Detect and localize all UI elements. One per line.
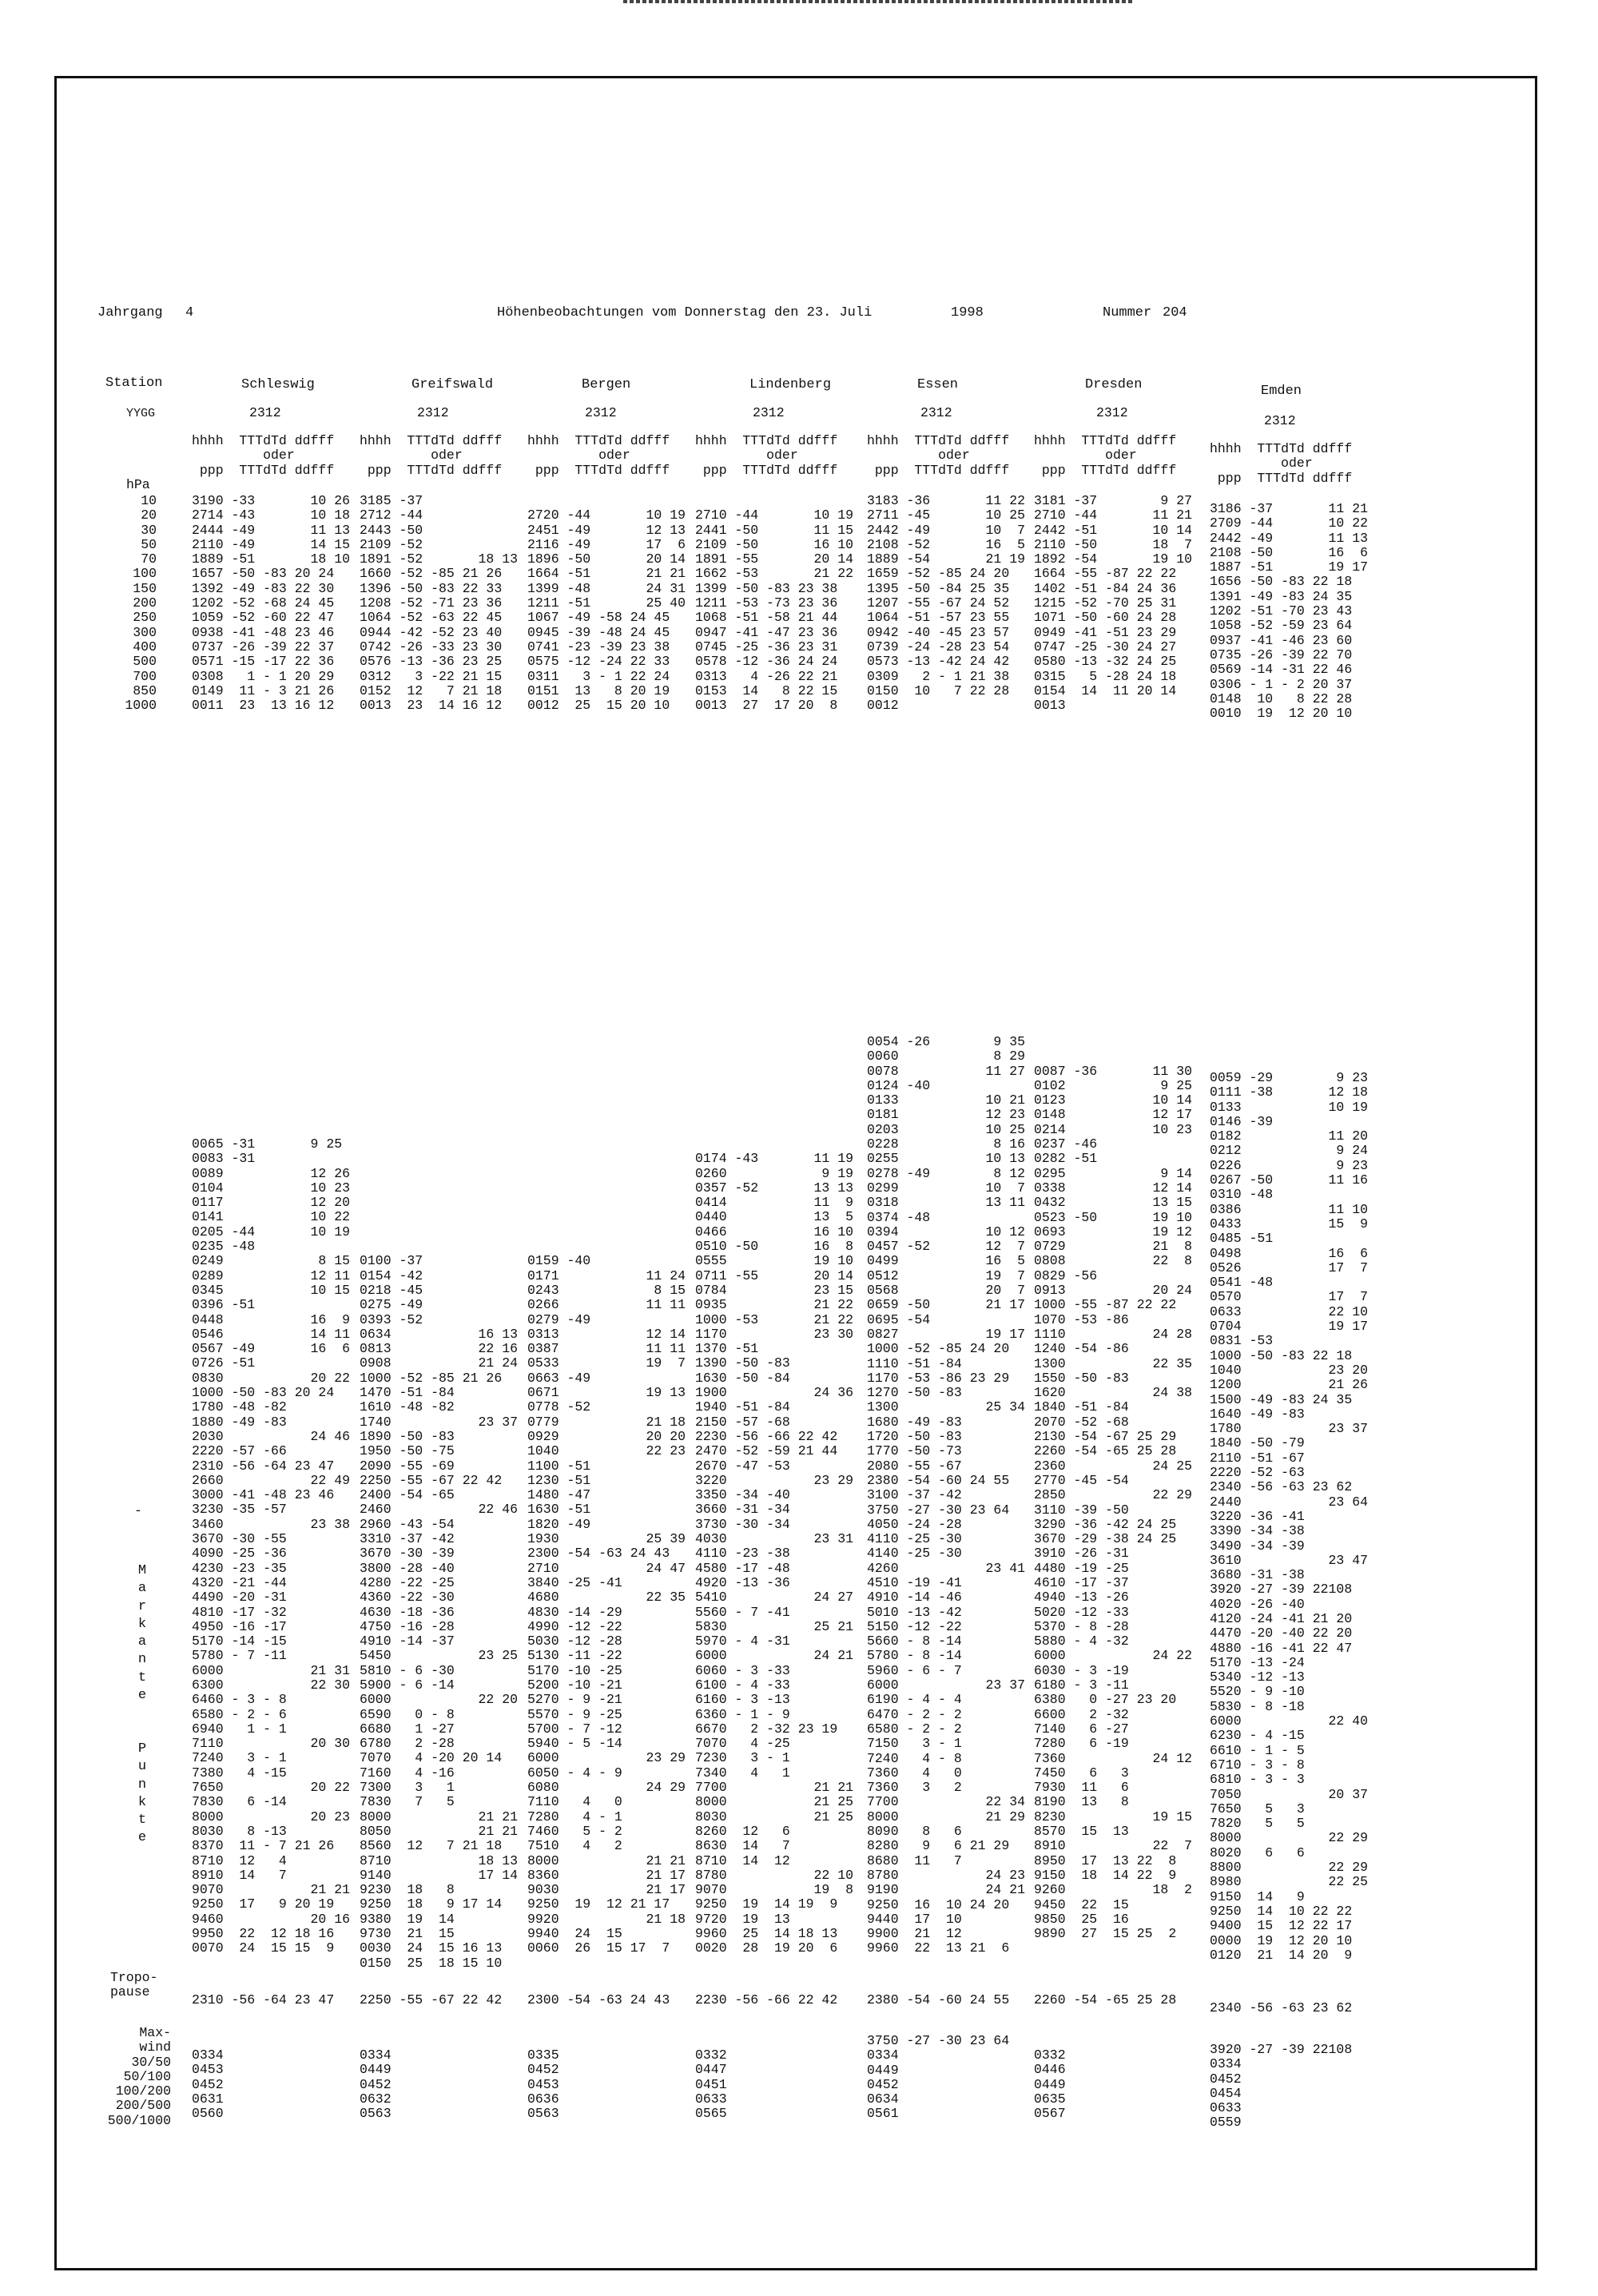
tropopause-values: 2250 -55 -67 22 42 [360,1992,503,2008]
maxwind-values: 3750 -27 -30 23 64 0334 0449 0452 0634 0561 [867,2033,1010,2122]
maxwind-values: 3920 -27 -39 22108 0334 0452 0454 0633 0559 [1210,2042,1353,2131]
significant-levels: 0065 -31 9 25 0083 -31 0089 12 26 0104 10 23 0117 12 20 0141 10 22 0205 -44 10 19 0235 -48 0249 8 15 0289 12 11 0345 10 15 0396 -51 0448 16 9 0546 14 11 0567 -49 16 6 0726 -51 0830 20 22 1000 -50 -83 20 24 1780 -48 -82 1880 -49 -83 2030 24 46 2220 -57 -66 2310 -56 -64 23 47 2660 22 49 3000 -41 -48 23 46 3230 -35 -57 3460 23 38 3670 -30 -55 4090 -25 -36 4230 -23 -35 4320 -21 -44 4490 -20 -31 4810 -17 -32 4950 -16 -17 5170 -14 -15 5780 - 7 -11 6000 21 31 6300 22 30 6460 - 3 - 8 6580 - 2 - 6 6940 1 - 1 7110 20 30 7240 3 - 1 7380 4 -15 7650 20 22 7830 6 -14 8000 20 23 8030 8 -13 8370 11 - 7 21 26 8710 12 4 8910 14 7 9070 21 21 9250 17 9 20 19 9460 20 16 9950 22 12 18 16 0070 24 15 15 9 [192,1136,351,1956]
column-header: hhhh TTTdTd ddfff oder ppp TTTdTd ddfff [360,433,503,478]
standard-levels: 3183 -36 11 22 2711 -45 10 25 2442 -49 10 7 2108 -52 16 5 1889 -54 21 19 1659 -52 -85 24 20 1395 -50 -84 25 35 1207 -55 -67 24 52 1064 -51 -57 23 55 0942 -40 -45 23 57 0739 -24 -28 23 54 0573 -13 -42 24 42 0309 2 - 1 21 38 0150 10 7 22 28 0012 [867,493,1026,714]
markante-punkte-label: M a r k a n t e P u n k t e [137,1563,147,1846]
station-name: Greifswald [411,377,494,392]
standard-levels: 3186 -37 11 21 2709 -44 10 22 2442 -49 11 13 2108 -50 16 6 1887 -51 19 17 1656 -50 -83 22 18 1391 -49 -83 24 35 1202 -51 -70 23 43 1058 -52 -59 23 64 0937 -41 -46 23 60 0735 -26 -39 22 70 0569 -14 -31 22 46 0306 - 1 - 2 20 37 0148 10 8 22 28 0010 19 12 20 10 [1210,501,1369,722]
maxwind-label: Max- wind 30/50 50/100 100/200 200/500 500/1000 [107,2025,171,2128]
station-yygg: 2312 [585,405,617,420]
maxwind-values: 0334 0449 0452 0632 0563 [360,2047,392,2122]
hpa-label: hPa [126,477,150,492]
station-name: Essen [917,377,959,392]
significant-levels: 0054 -26 9 35 0060 8 29 0078 11 27 0124 -40 0133 10 21 0181 12 23 0203 10 25 0228 8 16 0255 10 13 0278 -49 8 12 0299 10 7 0318 13 11 0374 -48 0394 10 12 0457 -52 12 7 0499 16 5 0512 19 7 0568 20 7 0659 -50 21 17 0695 -54 0827 19 17 1000 -52 -85 24 20 1110 -51 -84 1170 -53 -86 23 29 1270 -50 -83 1300 25 34 1680 -49 -83 1720 -50 -83 1770 -50 -73 2080 -55 -67 2380 -54 -60 24 55 3100 -37 -42 3750 -27 -30 23 64 4050 -24 -28 4110 -25 -30 4140 -25 -30 4260 23 41 4510 -19 -41 4910 -14 -46 5010 -13 -42 5150 -12 -22 5660 - 8 -14 5780 - 8 -14 5960 - 6 - 7 6000 23 37 6190 - 4 - 4 6470 - 2 - 2 6580 - 2 - 2 7150 3 - 1 7240 4 - 8 7360 4 0 7360 3 2 7700 22 34 8000 21 29 8090 8 6 8280 9 6 21 29 8680 11 7 8780 24 23 9190 24 21 9250 16 10 24 20 9440 17 10 9900 21 12 9960 22 13 21 6 [867,1034,1026,1956]
significant-levels: 0174 -43 11 19 0260 9 19 0357 -52 13 13 0414 11 9 0440 13 5 0466 16 10 0510 -50 16 8 0555 19 10 0711 -55 20 14 0784 23 15 0935 21 22 1000 -53 21 22 1170 23 30 1370 -51 1390 -50 -83 1630 -50 -84 1900 24 36 1940 -51 -84 2150 -57 -68 2230 -56 -66 22 42 2470 -52 -59 21 44 2670 -47 -53 3220 23 29 3350 -34 -40 3660 -31 -34 3730 -30 -34 4030 23 31 4110 -23 -38 4580 -17 -48 4920 -13 -36 5410 24 27 5560 - 7 -41 5830 25 21 5970 - 4 -31 6000 24 21 6060 - 3 -33 6100 - 4 -33 6160 - 3 -13 6360 - 1 - 9 6670 2 -32 23 19 7070 4 -25 7230 3 - 1 7340 4 1 7700 21 21 8000 21 25 8030 21 25 8260 12 6 8630 14 7 8710 14 12 8780 22 10 9070 19 8 9250 19 14 19 9 9720 19 13 9960 25 14 18 13 0020 28 19 20 6 [695,1151,854,1956]
standard-levels: 3185 -37 2712 -44 2443 -50 2109 -52 1891 -52 18 13 1660 -52 -85 21 26 1396 -50 -83 22 33 1208 -52 -71 23 36 1064 -52 -63 22 45 0944 -42 -52 23 40 0742 -26 -33 23 30 0576 -13 -36 23 25 0312 3 -22 21 15 0152 12 7 21 18 0013 23 14 16 12 [360,493,519,714]
tropopause-values: 2260 -54 -65 25 28 [1034,1992,1177,2008]
tropopause-values: 2310 -56 -64 23 47 [192,1992,335,2008]
station-yygg: 2312 [1264,413,1296,428]
tropopause-values: 2380 -54 -60 24 55 [867,1992,1010,2008]
pressure-levels: 10 20 30 50 70 100 150 200 250 300 400 500 700 850 1000 [125,493,157,714]
station-yygg: 2312 [1096,405,1128,420]
standard-levels: 3181 -37 9 27 2710 -44 11 21 2442 -51 10 14 2110 -50 18 7 1892 -54 19 10 1664 -55 -87 22 22 1402 -51 -84 24 36 1215 -52 -70 25 31 1071 -50 -60 24 28 0949 -41 -51 23 29 0747 -25 -30 24 27 0580 -13 -32 24 25 0315 5 -28 24 18 0154 14 11 20 14 0013 [1034,493,1193,714]
scan-edge-mark [623,0,1135,3]
column-header: hhhh TTTdTd ddfff oder ppp TTTdTd ddfff [1034,433,1177,478]
column-header: hhhh TTTdTd ddfff oder ppp TTTdTd ddfff [527,433,670,478]
column-header: hhhh TTTdTd ddfff oder ppp TTTdTd ddfff [695,433,838,478]
jahrgang-value: 4 [185,305,194,320]
dash-mark: - [134,1503,142,1518]
tropopause-values: 2340 -56 -63 23 62 [1210,2000,1353,2015]
station-name: Schleswig [241,377,315,392]
maxwind-values: 0332 0447 0451 0633 0565 [695,2047,727,2122]
standard-levels: 3190 -33 10 26 2714 -43 10 18 2444 -49 11 13 2110 -49 14 15 1889 -51 18 10 1657 -50 -83 20 24 1392 -49 -83 22 30 1202 -52 -68 24 45 1059 -52 -60 22 47 0938 -41 -48 23 46 0737 -26 -39 22 37 0571 -15 -17 22 36 0308 1 - 1 20 29 0149 11 - 3 21 26 0011 23 13 16 12 [192,493,351,714]
station-name: Emden [1261,384,1302,399]
year: 1998 [951,305,984,320]
tropopause-values: 2300 -54 -63 24 43 [527,1992,670,2008]
station-yygg: 2312 [249,405,281,420]
tropopause-label: Tropo- pause [110,1970,158,2000]
station-yygg: 2312 [417,405,449,420]
significant-levels: 0100 -37 0154 -42 0218 -45 0275 -49 0393 -52 0634 16 13 0813 22 16 0908 21 24 1000 -52 -85 21 26 1470 -51 -84 1610 -48 -82 1740 23 37 1890 -50 -83 1950 -50 -75 2090 -55 -69 2250 -55 -67 22 42 2400 -54 -65 2460 22 46 2960 -43 -54 3310 -37 -42 3670 -30 -39 3800 -28 -40 4280 -22 -25 4360 -22 -30 4630 -18 -36 4750 -16 -28 4910 -14 -37 5450 23 25 5810 - 6 -30 5900 - 6 -14 6000 22 20 6590 0 - 8 6680 1 -27 6780 2 -28 7070 4 -20 20 14 7160 4 -16 7300 3 1 7830 7 5 8000 21 21 8050 21 21 8560 12 7 21 18 8710 18 13 9140 17 14 9230 18 8 9250 18 9 17 14 9380 19 14 9730 21 15 0030 24 15 16 13 0150 25 18 15 10 [360,1253,519,1971]
yygg-label: YYGG [126,407,156,420]
station-yygg: 2312 [920,405,952,420]
station-label: Station [105,376,163,391]
nummer-label: Nummer [1103,305,1152,320]
standard-levels: 2710 -44 10 19 2441 -50 11 15 2109 -50 16 10 1891 -55 20 14 1662 -53 21 22 1399 -50 -83 23 38 1211 -53 -73 23 36 1068 -51 -58 21 44 0947 -41 -47 23 36 0745 -25 -36 23 31 0578 -12 -36 24 24 0313 4 -26 22 21 0153 14 8 22 15 0013 27 17 20 8 [695,507,854,714]
station-name: Bergen [582,377,631,392]
maxwind-values: 0332 0446 0449 0635 0567 [1034,2047,1066,2122]
significant-levels: 0087 -36 11 30 0102 9 25 0123 10 14 0148 12 17 0214 10 23 0237 -46 0282 -51 0295 9 14 0338 12 14 0432 13 15 0523 -50 19 10 0693 19 12 0729 21 8 0808 22 8 0829 -56 0913 20 24 1000 -55 -87 22 22 1070 -53 -86 1110 24 28 1240 -54 -86 1300 22 35 1550 -50 -83 1620 24 38 1840 -51 -84 2070 -52 -68 2130 -54 -67 25 29 2260 -54 -65 25 28 2360 24 25 2770 -45 -54 2850 22 29 3110 -39 -50 3290 -36 -42 24 25 3670 -29 -38 24 25 3910 -26 -31 4480 -19 -25 4610 -17 -37 4940 -13 -26 5020 -12 -33 5370 - 8 -28 5880 - 4 -32 6000 24 22 6030 - 3 -19 6180 - 3 -11 6380 0 -27 23 20 6600 2 -32 7140 6 -27 7280 6 -19 7360 24 12 7450 6 3 7930 11 6 8190 13 8 8230 19 15 8570 15 13 8910 22 7 8950 17 13 22 8 9150 18 14 22 9 9260 18 2 9450 22 15 9850 25 16 9890 27 15 25 2 [1034,1063,1193,1942]
station-name: Lindenberg [749,377,832,392]
column-header: hhhh TTTdTd ddfff oder ppp TTTdTd ddfff [192,433,335,478]
significant-levels: 0059 -29 9 23 0111 -38 12 18 0133 10 19 0146 -39 0182 11 20 0212 9 24 0226 9 23 0267 -50 11 16 0310 -48 0386 11 10 0433 15 9 0485 -51 0498 16 6 0526 17 7 0541 -48 0570 17 7 0633 22 10 0704 19 17 0831 -53 1000 -50 -83 22 18 1040 23 20 1200 21 26 1500 -49 -83 24 35 1640 -49 -83 1780 23 37 1840 -50 -79 2110 -51 -67 2220 -52 -63 2340 -56 -63 23 62 2440 23 64 3220 -36 -41 3390 -34 -38 3490 -34 -39 3610 23 47 3680 -31 -38 3920 -27 -39 22108 4020 -26 -40 4120 -24 -41 21 20 4470 -20 -40 22 20 4880 -16 -41 22 47 5170 -13 -24 5340 -12 -13 5520 - 9 -10 5830 - 8 -18 6000 22 40 6230 - 4 -15 6610 - 1 - 5 6710 - 3 - 8 6810 - 3 - 3 7050 20 37 7650 5 3 7820 5 5 8000 22 29 8020 6 6 8800 22 29 8980 22 25 9150 14 9 9250 14 10 22 22 9400 15 12 22 17 0000 19 12 20 10 0120 21 14 20 9 [1210,1070,1369,1963]
maxwind-values: 0335 0452 0453 0636 0563 [527,2047,559,2122]
column-header: hhhh TTTdTd ddfff oder ppp TTTdTd ddfff [1210,441,1353,486]
jahrgang-label: Jahrgang [97,305,163,320]
standard-levels: 2720 -44 10 19 2451 -49 12 13 2116 -49 17 6 1896 -50 20 14 1664 -51 21 21 1399 -48 24 31 1211 -51 25 40 1067 -49 -58 24 45 0945 -39 -48 24 45 0741 -23 -39 23 38 0575 -12 -24 22 33 0311 3 - 1 22 24 0151 13 8 20 19 0012 25 15 20 10 [527,507,686,714]
station-name: Dresden [1085,377,1143,392]
tropopause-values: 2230 -56 -66 22 42 [695,1992,838,2008]
page-title: Höhenbeobachtungen vom Donnerstag den 23. Juli [497,305,873,320]
maxwind-values: 0334 0453 0452 0631 0560 [192,2047,224,2122]
column-header: hhhh TTTdTd ddfff oder ppp TTTdTd ddfff [867,433,1010,478]
station-yygg: 2312 [753,405,785,420]
nummer-value: 204 [1163,305,1187,320]
significant-levels: 0159 -40 0171 11 24 0243 8 15 0266 11 11 0279 -49 0313 12 14 0387 11 11 0533 19 7 0663 -49 0671 19 13 0778 -52 0779 21 18 0929 20 20 1040 22 23 1100 -51 1230 -51 1480 -47 1630 -51 1820 -49 1930 25 39 2300 -54 -63 24 43 2710 24 47 3840 -25 -41 4680 22 35 4830 -14 -29 4990 -12 -22 5030 -12 -28 5130 -11 -22 5170 -10 -25 5200 -10 -21 5270 - 9 -21 5570 - 9 -25 5700 - 7 -12 5940 - 5 -14 6000 23 29 6050 - 4 - 9 6080 24 29 7110 4 0 7280 4 - 1 7460 5 - 2 7510 4 2 8000 21 21 8360 21 17 9030 21 17 9250 19 12 21 17 9920 21 18 9940 24 15 0060 26 15 17 7 [527,1253,686,1956]
